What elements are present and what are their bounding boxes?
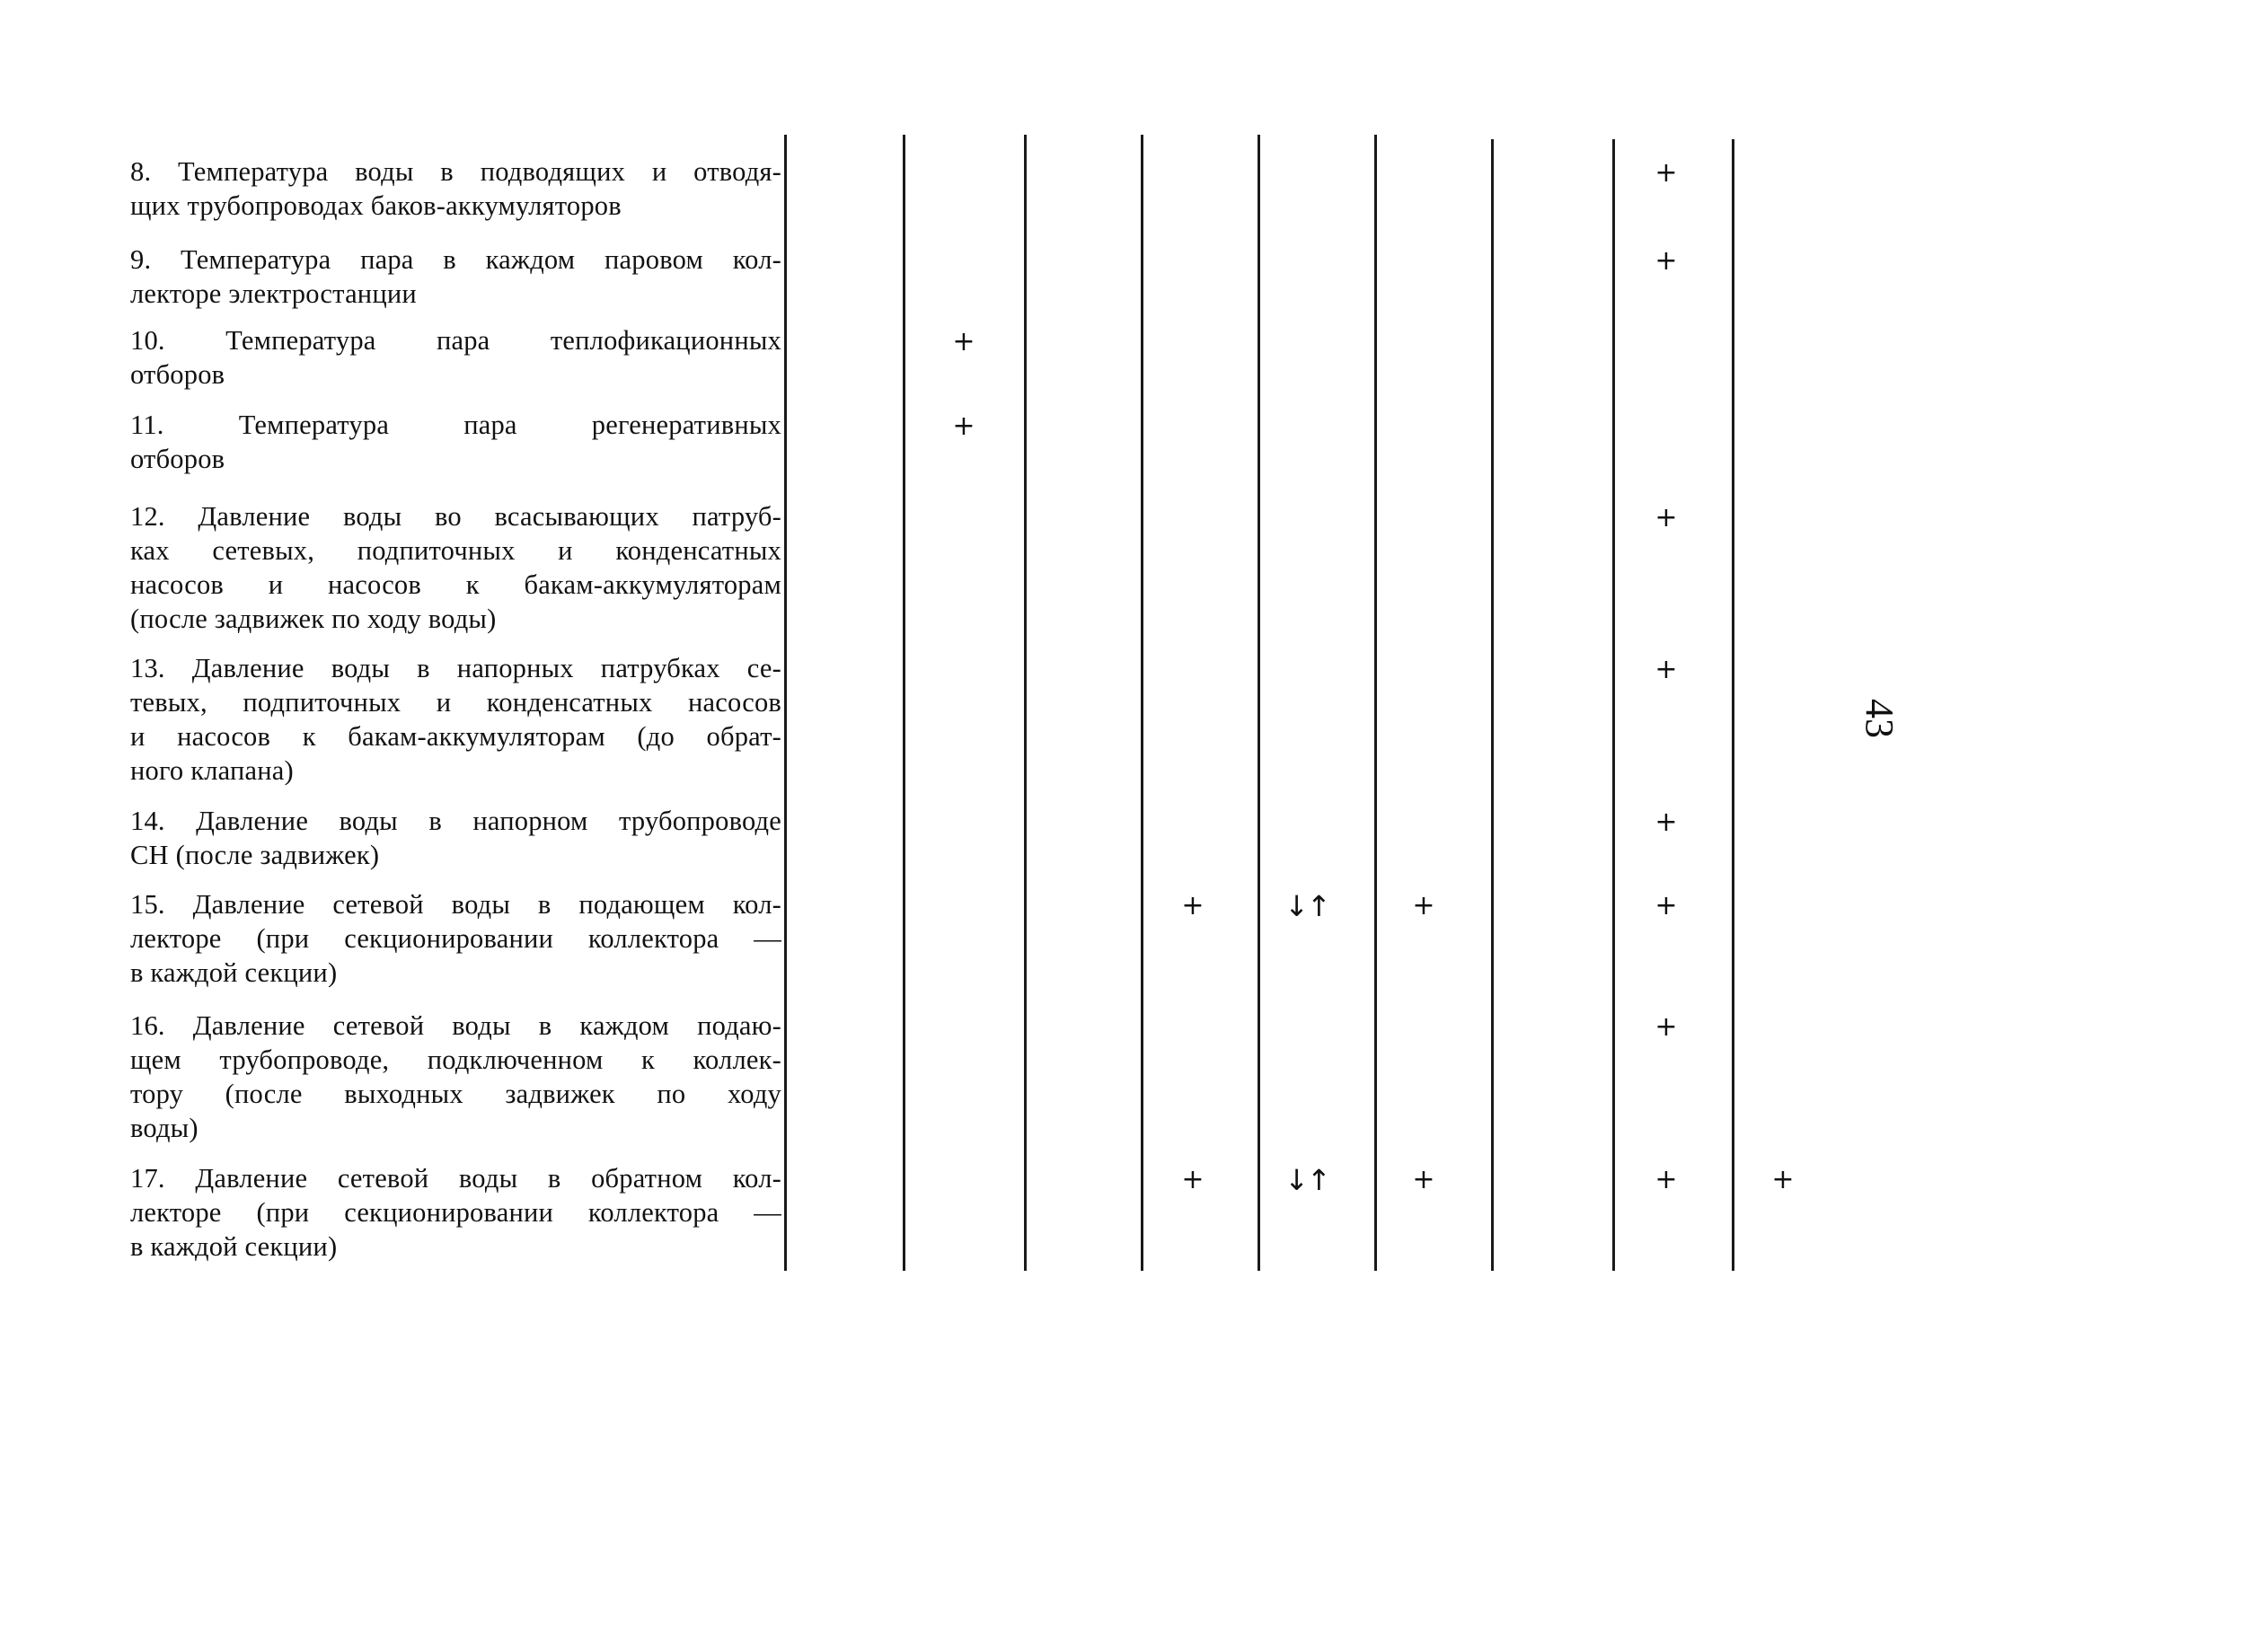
row-text-line: СН (после задвижек) (130, 840, 380, 870)
plus-mark: + (1655, 157, 1678, 189)
row-text-line: лекторе (при секционировании коллектора — (130, 923, 781, 954)
bidirectional-mark: ↓↑ (1284, 889, 1329, 923)
row-text-line: воды) (130, 1113, 199, 1143)
plus-mark: + (1771, 1164, 1795, 1195)
column-rule-4 (1141, 135, 1143, 1271)
table-row-label (130, 242, 781, 311)
row-text-line: лекторе электростанции (130, 278, 417, 309)
plus-mark: + (1655, 245, 1678, 277)
column-rule-8 (1612, 139, 1615, 1271)
row-text-line: 9. Температура пара в каждом паровом кол- (130, 244, 781, 275)
plus-mark: + (1655, 1164, 1678, 1195)
bidirectional-mark: ↓↑ (1284, 1163, 1329, 1197)
row-text-line: и насосов к бакам-аккумуляторам (до обрат- (130, 721, 781, 752)
row-text-line: ках сетевых, подпиточных и конденсатных (130, 535, 781, 566)
row-text-line: 16. Давление сетевой воды в каждом подаю- (130, 1010, 781, 1041)
row-text-line: насосов и насосов к бакам-аккумуляторам (130, 569, 781, 600)
plus-mark: + (952, 410, 975, 442)
table-row-label (130, 499, 781, 636)
column-rule-5 (1258, 135, 1260, 1271)
plus-mark: + (1655, 502, 1678, 533)
row-text-line: 14. Давление воды в напорном трубопроводе (130, 806, 781, 836)
plus-mark: + (1655, 890, 1678, 921)
table-row-label (130, 1009, 781, 1145)
plus-mark: + (1412, 890, 1435, 921)
column-rule-3 (1024, 135, 1027, 1271)
table-row-label (130, 154, 781, 223)
row-text-line: в каждой секции) (130, 957, 338, 988)
plus-mark: + (1655, 1011, 1678, 1043)
row-text-line: 17. Давление сетевой воды в обратном кол- (130, 1163, 781, 1194)
table-row-label (130, 651, 781, 788)
row-text-line: щих трубопроводах баков-аккумуляторов (130, 190, 622, 221)
column-rule-1 (784, 135, 787, 1271)
row-text-line: отборов (130, 359, 225, 390)
row-text-line: ного клапана) (130, 755, 294, 786)
row-text-line: 13. Давление воды в напорных патрубках се- (130, 653, 781, 683)
table-row-label (130, 323, 781, 392)
table-row-label (130, 804, 781, 872)
column-rule-9 (1732, 139, 1734, 1271)
plus-mark: + (1412, 1164, 1435, 1195)
table-row-label (130, 408, 781, 476)
row-text-line: тевых, подпиточных и конденсатных насосов (130, 687, 781, 718)
row-text-line: 10. Температура пара теплофикационных (130, 325, 781, 356)
column-rule-7 (1491, 139, 1494, 1271)
row-text-line: 15. Давление сетевой воды в подающем кол- (130, 889, 781, 920)
plus-mark: + (1181, 1164, 1205, 1195)
page-number: 43 (1858, 699, 1902, 738)
column-rule-6 (1374, 135, 1377, 1271)
plus-mark: + (1655, 806, 1678, 838)
row-text-line: в каждой секции) (130, 1231, 338, 1262)
row-text-line: 8. Температура воды в подводящих и отводя- (130, 156, 781, 187)
plus-mark: + (1181, 890, 1205, 921)
row-text-line: отборов (130, 444, 225, 474)
row-text-line: (после задвижек по ходу воды) (130, 604, 497, 634)
row-text-line: 12. Давление воды во всасывающих патруб- (130, 501, 781, 532)
row-text-line: щем трубопроводе, подключенном к коллек- (130, 1044, 781, 1075)
plus-mark: + (952, 326, 975, 357)
table-row-label (130, 887, 781, 990)
row-text-line: тору (после выходных задвижек по ходу (130, 1079, 781, 1109)
plus-mark: + (1655, 654, 1678, 685)
column-rule-2 (903, 135, 905, 1271)
row-text-line: лекторе (при секционировании коллектора — (130, 1197, 781, 1228)
row-text-line: 11. Температура пара регенеративных (130, 410, 781, 440)
table-row-label (130, 1161, 781, 1264)
